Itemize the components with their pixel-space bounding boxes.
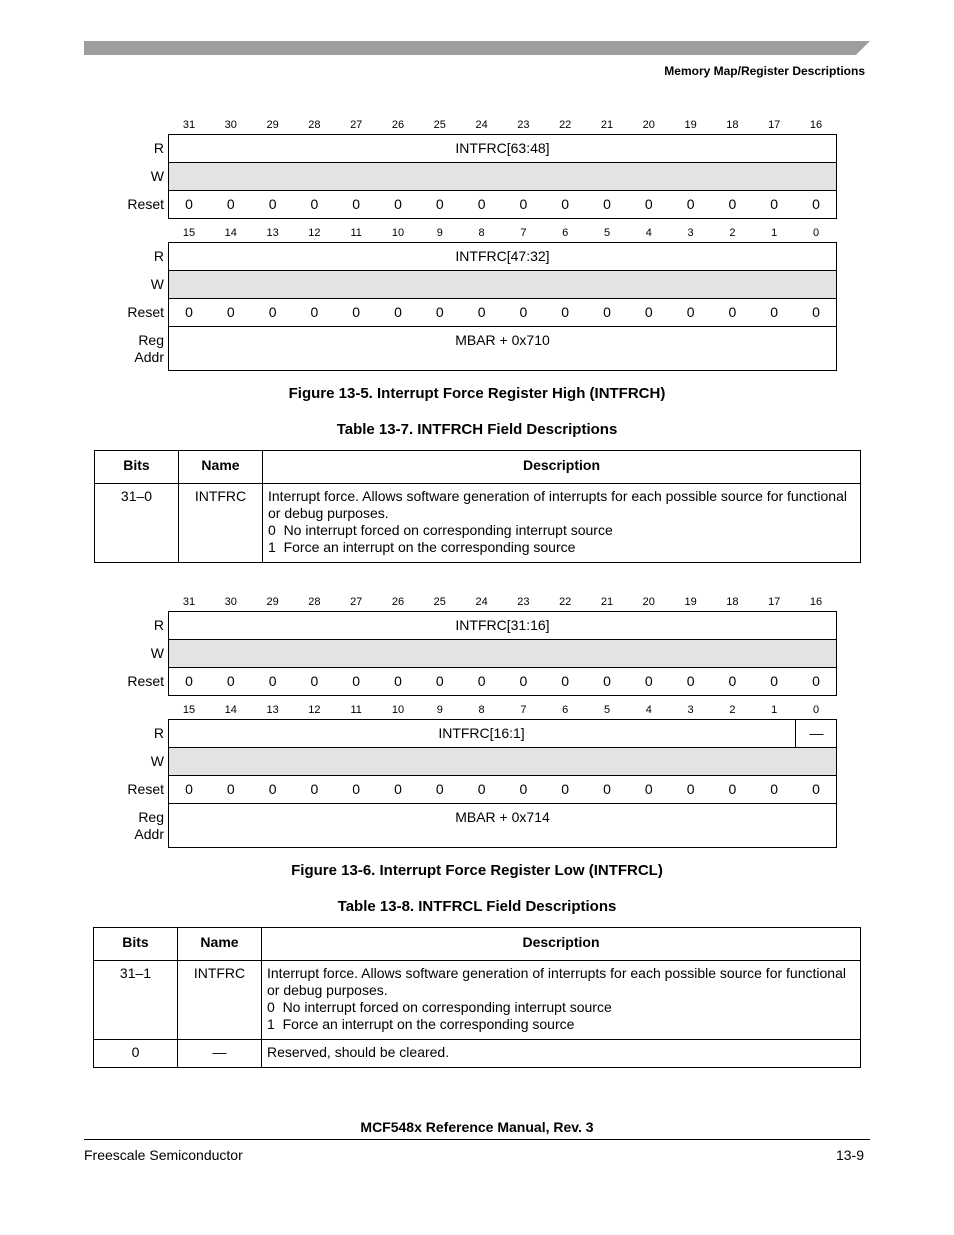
bit-number: 1 — [771, 227, 778, 239]
header-description: Description — [262, 928, 861, 961]
reset-value: 0 — [561, 781, 570, 797]
reset-value: 0 — [268, 196, 277, 212]
reset-value: 0 — [728, 196, 737, 212]
reset-value: 0 — [268, 673, 277, 689]
bit-number: 11 — [350, 704, 362, 716]
bit-number: 22 — [559, 596, 572, 608]
row-label-addr: Addr — [134, 349, 164, 365]
row-label-reset: Reset — [127, 304, 164, 320]
reset-value: 0 — [185, 196, 193, 212]
reset-value: 0 — [185, 673, 193, 689]
reset-value: 0 — [394, 304, 402, 320]
reset-value: 0 — [812, 304, 820, 320]
bit-number: 29 — [266, 596, 279, 608]
bit-number: 9 — [436, 227, 443, 239]
reset-value: 0 — [310, 196, 319, 212]
reset-value: 0 — [310, 781, 319, 797]
row-label-w: W — [150, 168, 164, 184]
reset-value: 0 — [268, 781, 277, 797]
reset-value: 0 — [185, 304, 193, 320]
reset-value: 0 — [519, 196, 528, 212]
reset-value: 0 — [226, 196, 235, 212]
bit-number: 12 — [308, 704, 321, 716]
header-description: Description — [263, 451, 861, 484]
reset-value: 0 — [686, 781, 695, 797]
write-field-row — [168, 747, 837, 776]
bit-number: 2 — [729, 227, 736, 239]
bit-number: 14 — [224, 704, 237, 716]
field-name: INTFRC[31:16] — [455, 617, 550, 633]
figure-caption-intfrcl: Figure 13-6. Interrupt Force Register Low (INTFRCL) — [291, 862, 663, 879]
footer-rule — [84, 1139, 870, 1140]
reset-value: 0 — [644, 781, 653, 797]
figure-caption-intfrch: Figure 13-5. Interrupt Force Register High (INTFRCH) — [288, 385, 666, 402]
reset-value: 0 — [477, 781, 486, 797]
manual-title: MCF548x Reference Manual, Rev. 3 — [360, 1119, 594, 1135]
row-label-reg: Reg — [138, 332, 164, 348]
bit-number: 1 — [771, 704, 778, 716]
reset-value: 0 — [770, 304, 779, 320]
reset-value: 0 — [226, 304, 235, 320]
bit-number: 16 — [809, 596, 823, 608]
field-name: INTFRC[63:48] — [455, 140, 550, 156]
bit-number: 29 — [266, 119, 279, 131]
description-text: Interrupt force. Allows software generation of interrupts for each possible source for functional or debug purposes. — [268, 488, 847, 521]
field-name: INTFRC[16:1] — [438, 725, 525, 741]
cell-name: INTFRC — [178, 961, 262, 1040]
bit-number: 5 — [603, 227, 611, 239]
reset-value: 0 — [603, 673, 611, 689]
bit-number: 12 — [308, 227, 321, 239]
bit-number: 7 — [520, 704, 527, 716]
table-row — [94, 1040, 861, 1068]
reset-value: 0 — [394, 196, 402, 212]
bit-number: 25 — [433, 119, 446, 131]
page-number: 13-9 — [835, 1147, 864, 1163]
bit-number: 21 — [600, 596, 614, 608]
running-head: Memory Map/Register Descriptions — [664, 64, 865, 78]
row-label-r: R — [153, 140, 164, 156]
bit-number: 26 — [391, 119, 405, 131]
row-label-reset: Reset — [127, 196, 164, 212]
table-header-row — [94, 928, 861, 961]
bit-number: 0 — [812, 704, 820, 716]
bit-number: 30 — [224, 119, 237, 131]
row-label-w: W — [150, 645, 164, 661]
cell-description — [263, 484, 861, 563]
cell-bits: 31–1 — [94, 961, 178, 1040]
bit-number: 15 — [182, 704, 196, 716]
bit-number: 31 — [182, 119, 196, 131]
reset-value: 0 — [268, 304, 277, 320]
bit-number: 27 — [350, 119, 363, 131]
bit-number: 24 — [475, 119, 488, 131]
reset-value: 0 — [185, 781, 193, 797]
bit-number: 30 — [224, 596, 237, 608]
bit-number: 0 — [812, 227, 820, 239]
bit-number: 19 — [684, 119, 697, 131]
bit-number: 6 — [562, 227, 569, 239]
reset-value: 0 — [477, 673, 486, 689]
reset-value: 0 — [812, 196, 820, 212]
table-row — [94, 961, 861, 1040]
row-label-r: R — [153, 248, 164, 264]
bit-number: 7 — [520, 227, 527, 239]
reset-value: 0 — [394, 781, 402, 797]
reset-value: 0 — [519, 304, 528, 320]
description-value-1: 1 Force an interrupt on the corresponding source — [268, 539, 576, 555]
bit-number: 18 — [726, 596, 739, 608]
reset-value: 0 — [352, 304, 361, 320]
reset-value: 0 — [477, 196, 486, 212]
reset-value: 0 — [770, 673, 779, 689]
bit-number: 20 — [642, 596, 655, 608]
reset-value: 0 — [519, 781, 528, 797]
row-label-reg: Reg — [138, 809, 164, 825]
reset-value: 0 — [603, 196, 611, 212]
bit-number: 19 — [684, 596, 697, 608]
reset-value: 0 — [394, 673, 402, 689]
header-name: Name — [178, 928, 262, 961]
reset-value: 0 — [812, 673, 820, 689]
bit-number: 28 — [308, 596, 321, 608]
bit-number: 13 — [266, 227, 279, 239]
reset-value: 0 — [686, 304, 695, 320]
write-field-row — [168, 639, 837, 668]
bit-number: 22 — [559, 119, 572, 131]
bit-number: 23 — [517, 119, 530, 131]
row-label-reset: Reset — [127, 673, 164, 689]
reset-value: 0 — [352, 196, 361, 212]
bit-number: 16 — [809, 119, 823, 131]
bit-number: 8 — [478, 704, 485, 716]
register-address: MBAR + 0x710 — [455, 332, 550, 348]
table-caption-intfrcl: Table 13-8. INTFRCL Field Descriptions — [337, 898, 617, 915]
bit-number: 24 — [475, 596, 488, 608]
write-field-row — [168, 270, 837, 299]
description-value-0: 0 No interrupt forced on corresponding interrupt source — [267, 999, 612, 1015]
reset-value: 0 — [435, 196, 444, 212]
write-field-row — [168, 162, 837, 191]
reset-value: 0 — [644, 304, 653, 320]
header-name: Name — [179, 451, 263, 484]
reset-value: 0 — [519, 673, 528, 689]
row-label-r: R — [153, 725, 164, 741]
reset-value: 0 — [770, 196, 779, 212]
reset-value: 0 — [310, 673, 319, 689]
reset-value: 0 — [603, 304, 611, 320]
reset-value: 0 — [686, 673, 695, 689]
reset-value: 0 — [603, 781, 611, 797]
reset-value: 0 — [644, 673, 653, 689]
header-bits: Bits — [94, 928, 178, 961]
reset-value: 0 — [352, 781, 361, 797]
reset-value: 0 — [644, 196, 653, 212]
cell-bits: 0 — [94, 1040, 178, 1068]
bit-number: 9 — [436, 704, 443, 716]
bit-number: 6 — [562, 704, 569, 716]
bit-number: 21 — [600, 119, 614, 131]
cell-description — [262, 961, 861, 1040]
description-value-0: 0 No interrupt forced on corresponding interrupt source — [268, 522, 613, 538]
row-label-w: W — [150, 753, 164, 769]
table-header-row — [95, 451, 861, 484]
header-bits: Bits — [95, 451, 179, 484]
reset-value: 0 — [352, 673, 361, 689]
cell-name: — — [178, 1040, 262, 1068]
bit-number: 27 — [350, 596, 363, 608]
bit-number: 11 — [350, 227, 362, 239]
reset-value: 0 — [728, 304, 737, 320]
reset-value: 0 — [226, 673, 235, 689]
reset-value: 0 — [435, 781, 444, 797]
reset-value: 0 — [728, 673, 737, 689]
bit-number: 14 — [224, 227, 237, 239]
bit-number: 13 — [266, 704, 279, 716]
description-value-1: 1 Force an interrupt on the corresponding source — [267, 1016, 575, 1032]
bit-number: 17 — [768, 119, 781, 131]
bit-number: 26 — [391, 596, 405, 608]
bit-number: 28 — [308, 119, 321, 131]
reserved-field: — — [809, 725, 824, 741]
bit-number: 5 — [603, 704, 611, 716]
reset-value: 0 — [728, 781, 737, 797]
reset-value: 0 — [561, 304, 570, 320]
company-name: Freescale Semiconductor — [84, 1147, 243, 1163]
bit-number: 8 — [478, 227, 485, 239]
reset-value: 0 — [435, 304, 444, 320]
table-caption-intfrch: Table 13-7. INTFRCH Field Descriptions — [336, 421, 618, 438]
field-name: INTFRC[47:32] — [455, 248, 550, 264]
reset-value: 0 — [226, 781, 235, 797]
bit-number: 18 — [726, 119, 739, 131]
cell-description: Reserved, should be cleared. — [262, 1040, 861, 1068]
reset-value: 0 — [561, 673, 570, 689]
bit-number: 17 — [768, 596, 781, 608]
bit-number: 25 — [433, 596, 446, 608]
table-row — [95, 484, 861, 563]
bit-number: 2 — [729, 704, 736, 716]
bit-number: 10 — [391, 704, 405, 716]
row-label-reset: Reset — [127, 781, 164, 797]
bit-number: 15 — [182, 227, 196, 239]
reset-value: 0 — [561, 196, 570, 212]
reset-value: 0 — [686, 196, 695, 212]
field-table-intfrch — [94, 450, 861, 563]
bit-number: 23 — [517, 596, 530, 608]
bit-number: 20 — [642, 119, 655, 131]
bit-number: 4 — [645, 227, 652, 239]
row-label-addr: Addr — [134, 826, 164, 842]
field-table-intfrcl — [93, 927, 861, 1068]
bit-number: 3 — [687, 227, 694, 239]
reset-value: 0 — [812, 781, 820, 797]
register-address: MBAR + 0x714 — [455, 809, 550, 825]
reset-value: 0 — [435, 673, 444, 689]
cell-name: INTFRC — [179, 484, 263, 563]
description-text: Interrupt force. Allows software generation of interrupts for each possible source for functional or debug purposes. — [267, 965, 846, 998]
row-label-w: W — [150, 276, 164, 292]
bit-number: 3 — [687, 704, 694, 716]
reset-value: 0 — [310, 304, 319, 320]
bit-number: 10 — [391, 227, 405, 239]
header-bar — [84, 41, 870, 55]
reset-value: 0 — [477, 304, 486, 320]
bit-number: 31 — [182, 596, 196, 608]
cell-bits: 31–0 — [95, 484, 179, 563]
row-label-r: R — [153, 617, 164, 633]
reset-value: 0 — [770, 781, 779, 797]
bit-number: 4 — [645, 704, 652, 716]
